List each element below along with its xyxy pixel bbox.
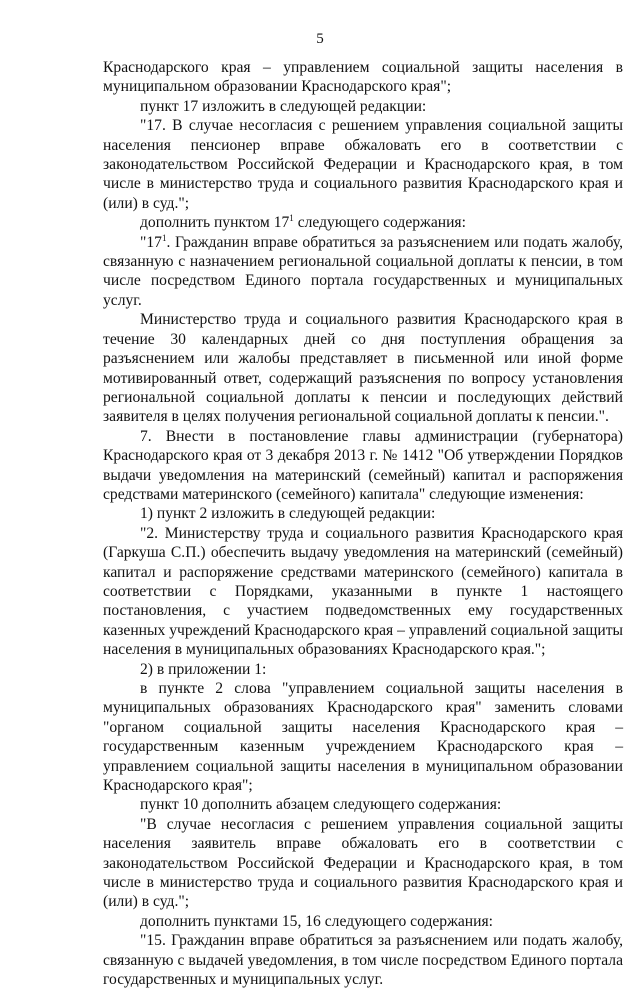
paragraph-appendix-1: 2) в приложении 1: [140,660,267,678]
paragraph-item-15-text: "15. Гражданин вправе обратиться за разъяснением или подать жалобу, связанную с выдачей уведомления, в том числе посредством Единого портала государственных и муниципальных услуг. [103,932,623,989]
paragraph-ministry-response: Министерство труда и социального развития Краснодарского края в течение 30 календарных дней со дня поступления обращения за разъяснением или жалобы представляет в письменной или иной форме мотивированный ответ, содержащий разъяснения по вопросу установления региональной социальной доплаты к пенсии и последующих действий заявителя в целях получения региональной социальной доплаты к пенсии.". [103,311,623,426]
paragraph-item-10-text: "В случае несогласия с решением управления социальной защиты населения заявитель вправе обжаловать его в соответствии с законодательством Российской Федерации и Краснодарского края, в том числе в министерство труда и социального развития Краснодарского края и (или) в суд."; [103,815,623,911]
paragraph-continuation: Краснодарского края – управлением социальной защиты населения в муниципальном образовании Краснодарского края"; [103,59,623,96]
superscript: 1 [289,213,294,224]
text-fragment: "17 [140,233,162,251]
text-fragment: дополнить пунктом 17 [140,214,290,232]
paragraph-item-2-replacement: в пункте 2 слова "управлением социальной защиты населения в муниципальных образованиях Краснодарского края" заменить словами "органом социальной защиты населения Краснодарского края – государственным казенным учреждением Краснодарского края – управлением социальной защиты населения в муниципальном образовании Краснодарского края"; [103,680,623,795]
page-number: 5 [316,31,324,47]
paragraph-item-10-instruction: пункт 10 дополнить абзацем следующего содержания: [140,796,502,814]
paragraph-point-1: 1) пункт 2 изложить в следующей редакции: [140,505,436,523]
paragraph-add-item-17-1 [103,213,623,232]
text-fragment: . Гражданин вправе обратиться за разъяснением или подать жалобу, связанную с назначением региональной социальной доплаты к пенсии, в том числе посредством Единого портала государственных и муниципальных услуг. [103,233,623,309]
paragraph-item-17-instruction: пункт 17 изложить в следующей редакции: [140,97,427,115]
paragraph-add-items-15-16: дополнить пунктами 15, 16 следующего содержания: [140,912,493,930]
superscript: 1 [161,232,167,243]
paragraph-point-2-text: "2. Министерству труда и социального развития Краснодарского края (Гаркуша С.П.) обеспечить выдачу уведомления на материнский (семейный) капитал и распоряжение средствами материнского (семейного) капитала в соответствии с Порядками, указанными в пункте 1 настоящего постановления, с участием подведомственных ему государственных казенных учреждений Краснодарского края – управлений социальной защиты населения в муниципальных образованиях Краснодарского края."; [103,524,623,659]
paragraph-item-17-text: "17. В случае несогласия с решением управления социальной защиты населения пенсионер вправе обжаловать его в соответствии с законодательством Российской Федерации и Краснодарского края, в том числе в министерство труда и социального развития Краснодарского края и (или) в суд."; [103,117,623,212]
paragraph-item-17-1-text [103,233,623,311]
paragraph-section-7: 7. Внести в постановление главы администрации (губернатора) Краснодарского края от 3 декабря 2013 г. № 1412 "Об утверждении Порядков выдачи уведомления на материнский (семейный) капитал и распоряжения средствами материнского (семейного) капитала" следующие изменения: [103,427,623,503]
text-fragment: следующего содержания: [293,214,466,232]
document-body [103,58,623,990]
